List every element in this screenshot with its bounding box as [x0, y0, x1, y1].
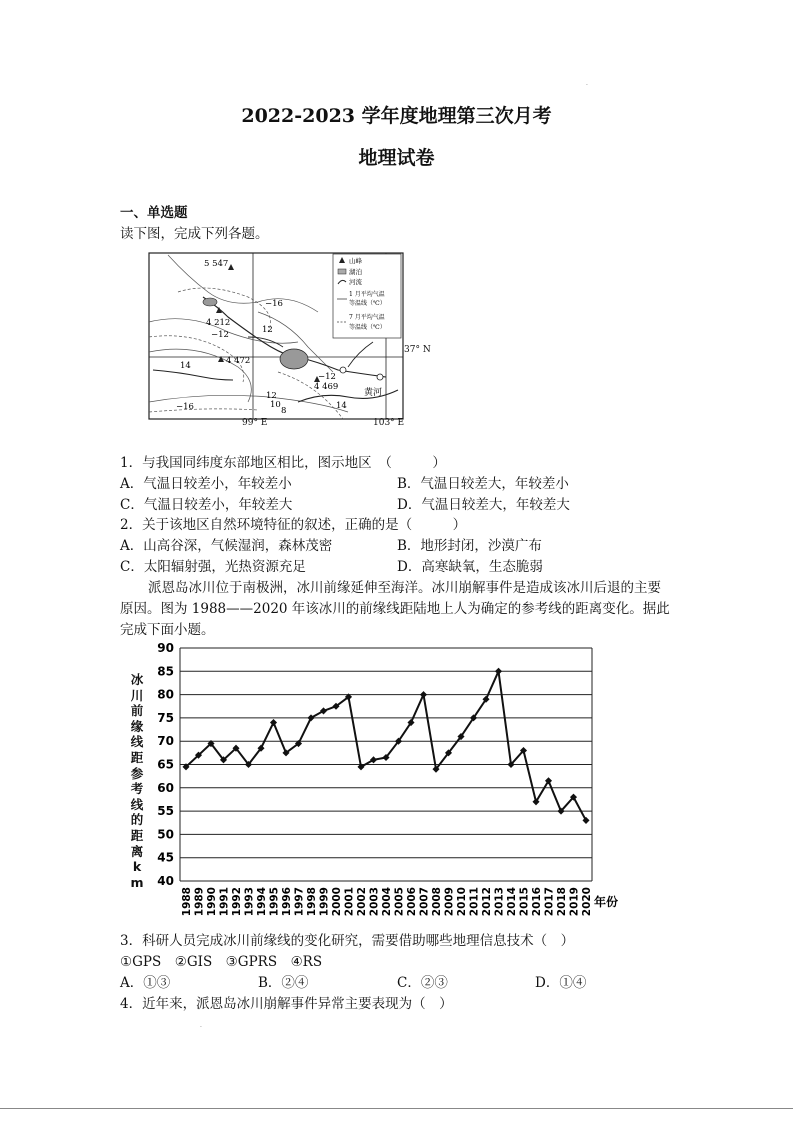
q3-option-a: A．①③ — [120, 975, 171, 991]
x-tick-label: 2013 — [493, 887, 506, 917]
q2-option-d: D．高寒缺氧，生态脆弱 — [397, 559, 543, 575]
x-tick-label: 2005 — [393, 887, 406, 917]
x-tick-label: 2000 — [331, 887, 343, 917]
data-point — [270, 719, 277, 726]
lat-label: 37° N — [404, 345, 431, 355]
x-tick-label: 2019 — [568, 887, 581, 917]
x-tick-label: 2020 — [581, 887, 593, 917]
x-tick-label: 2016 — [531, 887, 543, 917]
x-tick-label: 2015 — [518, 887, 531, 917]
y-tick-label: 80 — [157, 687, 174, 702]
section-intro: 读下图，完成下列各题。 — [120, 226, 269, 242]
isotherm-label-10: −16 — [176, 402, 194, 412]
q1-option-c: C．气温日较差小，年较差大 — [120, 497, 293, 513]
x-tick-label: 2006 — [406, 887, 418, 917]
x-tick-label: 1995 — [268, 887, 281, 917]
y-tick-label: 45 — [157, 850, 174, 865]
isotherm-label-4: 14 — [180, 361, 191, 371]
scan-dot: · — [586, 82, 588, 89]
y-tick-label: 85 — [157, 664, 174, 679]
exam-subtitle: 地理试卷 — [358, 147, 435, 169]
x-axis-label: 年份 — [594, 895, 619, 909]
series-line — [186, 671, 586, 820]
section-heading: 一、单选题 — [120, 205, 188, 221]
y-tick-label: 90 — [157, 641, 174, 655]
exam-title: 2022-2023 学年度地理第三次月考 — [241, 105, 552, 127]
isotherm-label-8: 8 — [281, 406, 287, 416]
region-map — [148, 252, 404, 428]
q2-option-c: C．太阳辐射强，光热资源充足 — [120, 559, 306, 575]
data-point — [582, 817, 589, 824]
legend-river: 河流 — [349, 278, 362, 286]
q4-stem: 4．近年来，派恩岛冰川崩解事件异常主要表现为（ ） — [120, 996, 453, 1012]
legend-jul-unit: 等温线（℃） — [349, 324, 386, 331]
x-tick-label: 1989 — [193, 887, 206, 917]
passage-line-1: 派恩岛冰川位于南极洲，冰川前缘延伸至海洋。冰川崩解事件是造成该冰川后退的主要 — [148, 580, 661, 596]
q1-stem: 1．与我国同纬度东部地区相比，图示地区 （ ） — [120, 455, 446, 471]
isotherm-label-1: −16 — [265, 299, 283, 309]
q3-options-line: ①GPS ②GIS ③GPRS ④RS — [120, 954, 323, 970]
x-tick-label: 2008 — [431, 887, 443, 917]
lon-label-99: 99° E — [242, 418, 268, 428]
q2-option-b: B．地形封闭，沙漠广布 — [397, 538, 542, 554]
x-tick-label: 2002 — [356, 887, 368, 917]
q1-option-b: B．气温日较差大，年较差小 — [397, 476, 569, 492]
x-tick-label: 2014 — [506, 887, 518, 917]
isotherm-label-9: 14 — [336, 401, 347, 411]
glacier-distance-chart — [122, 640, 632, 920]
y-tick-label: 65 — [157, 757, 174, 772]
x-tick-label: 2017 — [543, 887, 556, 917]
peak-label-3: 4 472 — [226, 356, 251, 366]
passage-line-2: 原因。图为 1988——2020 年该冰川的前缘线距陆地上人为确定的参考线的距离变化。据此 — [120, 601, 670, 617]
q1-option-d: D．气温日较差大，年较差大 — [397, 497, 570, 513]
x-tick-label: 1991 — [218, 887, 231, 917]
isotherm-label-6: 12 — [266, 391, 277, 401]
q3-option-c: C．②③ — [397, 975, 448, 991]
scan-dot-2: · — [200, 1024, 202, 1031]
isotherm-label-5: −12 — [318, 372, 336, 382]
isotherm-label-2: −12 — [211, 330, 229, 340]
y-tick-label: 55 — [157, 804, 174, 819]
y-tick-label: 50 — [157, 827, 174, 842]
data-point — [420, 691, 427, 698]
q2-option-a: A．山高谷深，气候湿润，森林茂密 — [120, 538, 333, 554]
x-tick-label: 1992 — [231, 887, 243, 917]
legend-jan-unit: 等温线（℃） — [349, 300, 386, 307]
legend-peak: 山峰 — [349, 257, 362, 265]
q2-stem: 2．关于该地区自然环境特征的叙述，正确的是（ ） — [120, 517, 467, 533]
river-label-huanghe: 黄河 — [364, 388, 383, 398]
q3-option-d: D．①④ — [535, 975, 587, 991]
x-tick-label: 2010 — [456, 887, 468, 917]
q3-option-b: B．②④ — [258, 975, 309, 991]
legend-lake: 湖泊 — [349, 268, 362, 276]
x-tick-label: 2009 — [443, 887, 456, 917]
y-tick-label: 60 — [157, 780, 174, 795]
lon-label-103: 103° E — [373, 418, 405, 428]
x-tick-label: 2012 — [481, 887, 493, 917]
isotherm-label-3: 12 — [262, 325, 273, 335]
x-tick-label: 1988 — [181, 887, 193, 917]
y-tick-label: 40 — [157, 874, 174, 888]
x-tick-label: 2007 — [418, 887, 431, 917]
isotherm-label-7: 10 — [270, 400, 281, 410]
legend-jan-isotherm: 1 月平均气温 — [349, 291, 385, 298]
data-point — [495, 668, 502, 675]
page-bottom-rule — [0, 1108, 793, 1109]
legend-jul-isotherm: 7 月平均气温 — [349, 314, 385, 321]
y-axis-label: 冰川前缘线距参考线的距离km — [130, 672, 144, 890]
peak-label-1: 5 547 — [204, 259, 229, 269]
x-tick-label: 2011 — [468, 887, 481, 917]
peak-label-2: 4 212 — [206, 318, 231, 328]
y-tick-label: 75 — [157, 710, 174, 725]
q1-option-a: A．气温日较差小，年较差小 — [120, 476, 292, 492]
x-tick-label: 2018 — [556, 887, 568, 917]
x-tick-label: 1999 — [318, 887, 331, 917]
x-tick-label: 1993 — [243, 887, 256, 917]
x-tick-label: 1998 — [306, 887, 318, 917]
x-tick-label: 2001 — [343, 887, 356, 917]
x-tick-label: 1996 — [281, 887, 293, 917]
peak-label-4: 4 469 — [314, 382, 339, 392]
passage-line-3: 完成下面小题。 — [120, 622, 215, 638]
q3-stem: 3．科研人员完成冰川前缘线的变化研究，需要借助哪些地理信息技术（ ） — [120, 933, 575, 949]
x-tick-label: 1997 — [293, 887, 306, 917]
x-tick-label: 2003 — [368, 887, 381, 917]
y-tick-label: 70 — [157, 734, 174, 749]
x-tick-label: 1994 — [256, 887, 268, 917]
x-tick-label: 2004 — [381, 887, 393, 917]
x-tick-label: 1990 — [206, 887, 218, 917]
